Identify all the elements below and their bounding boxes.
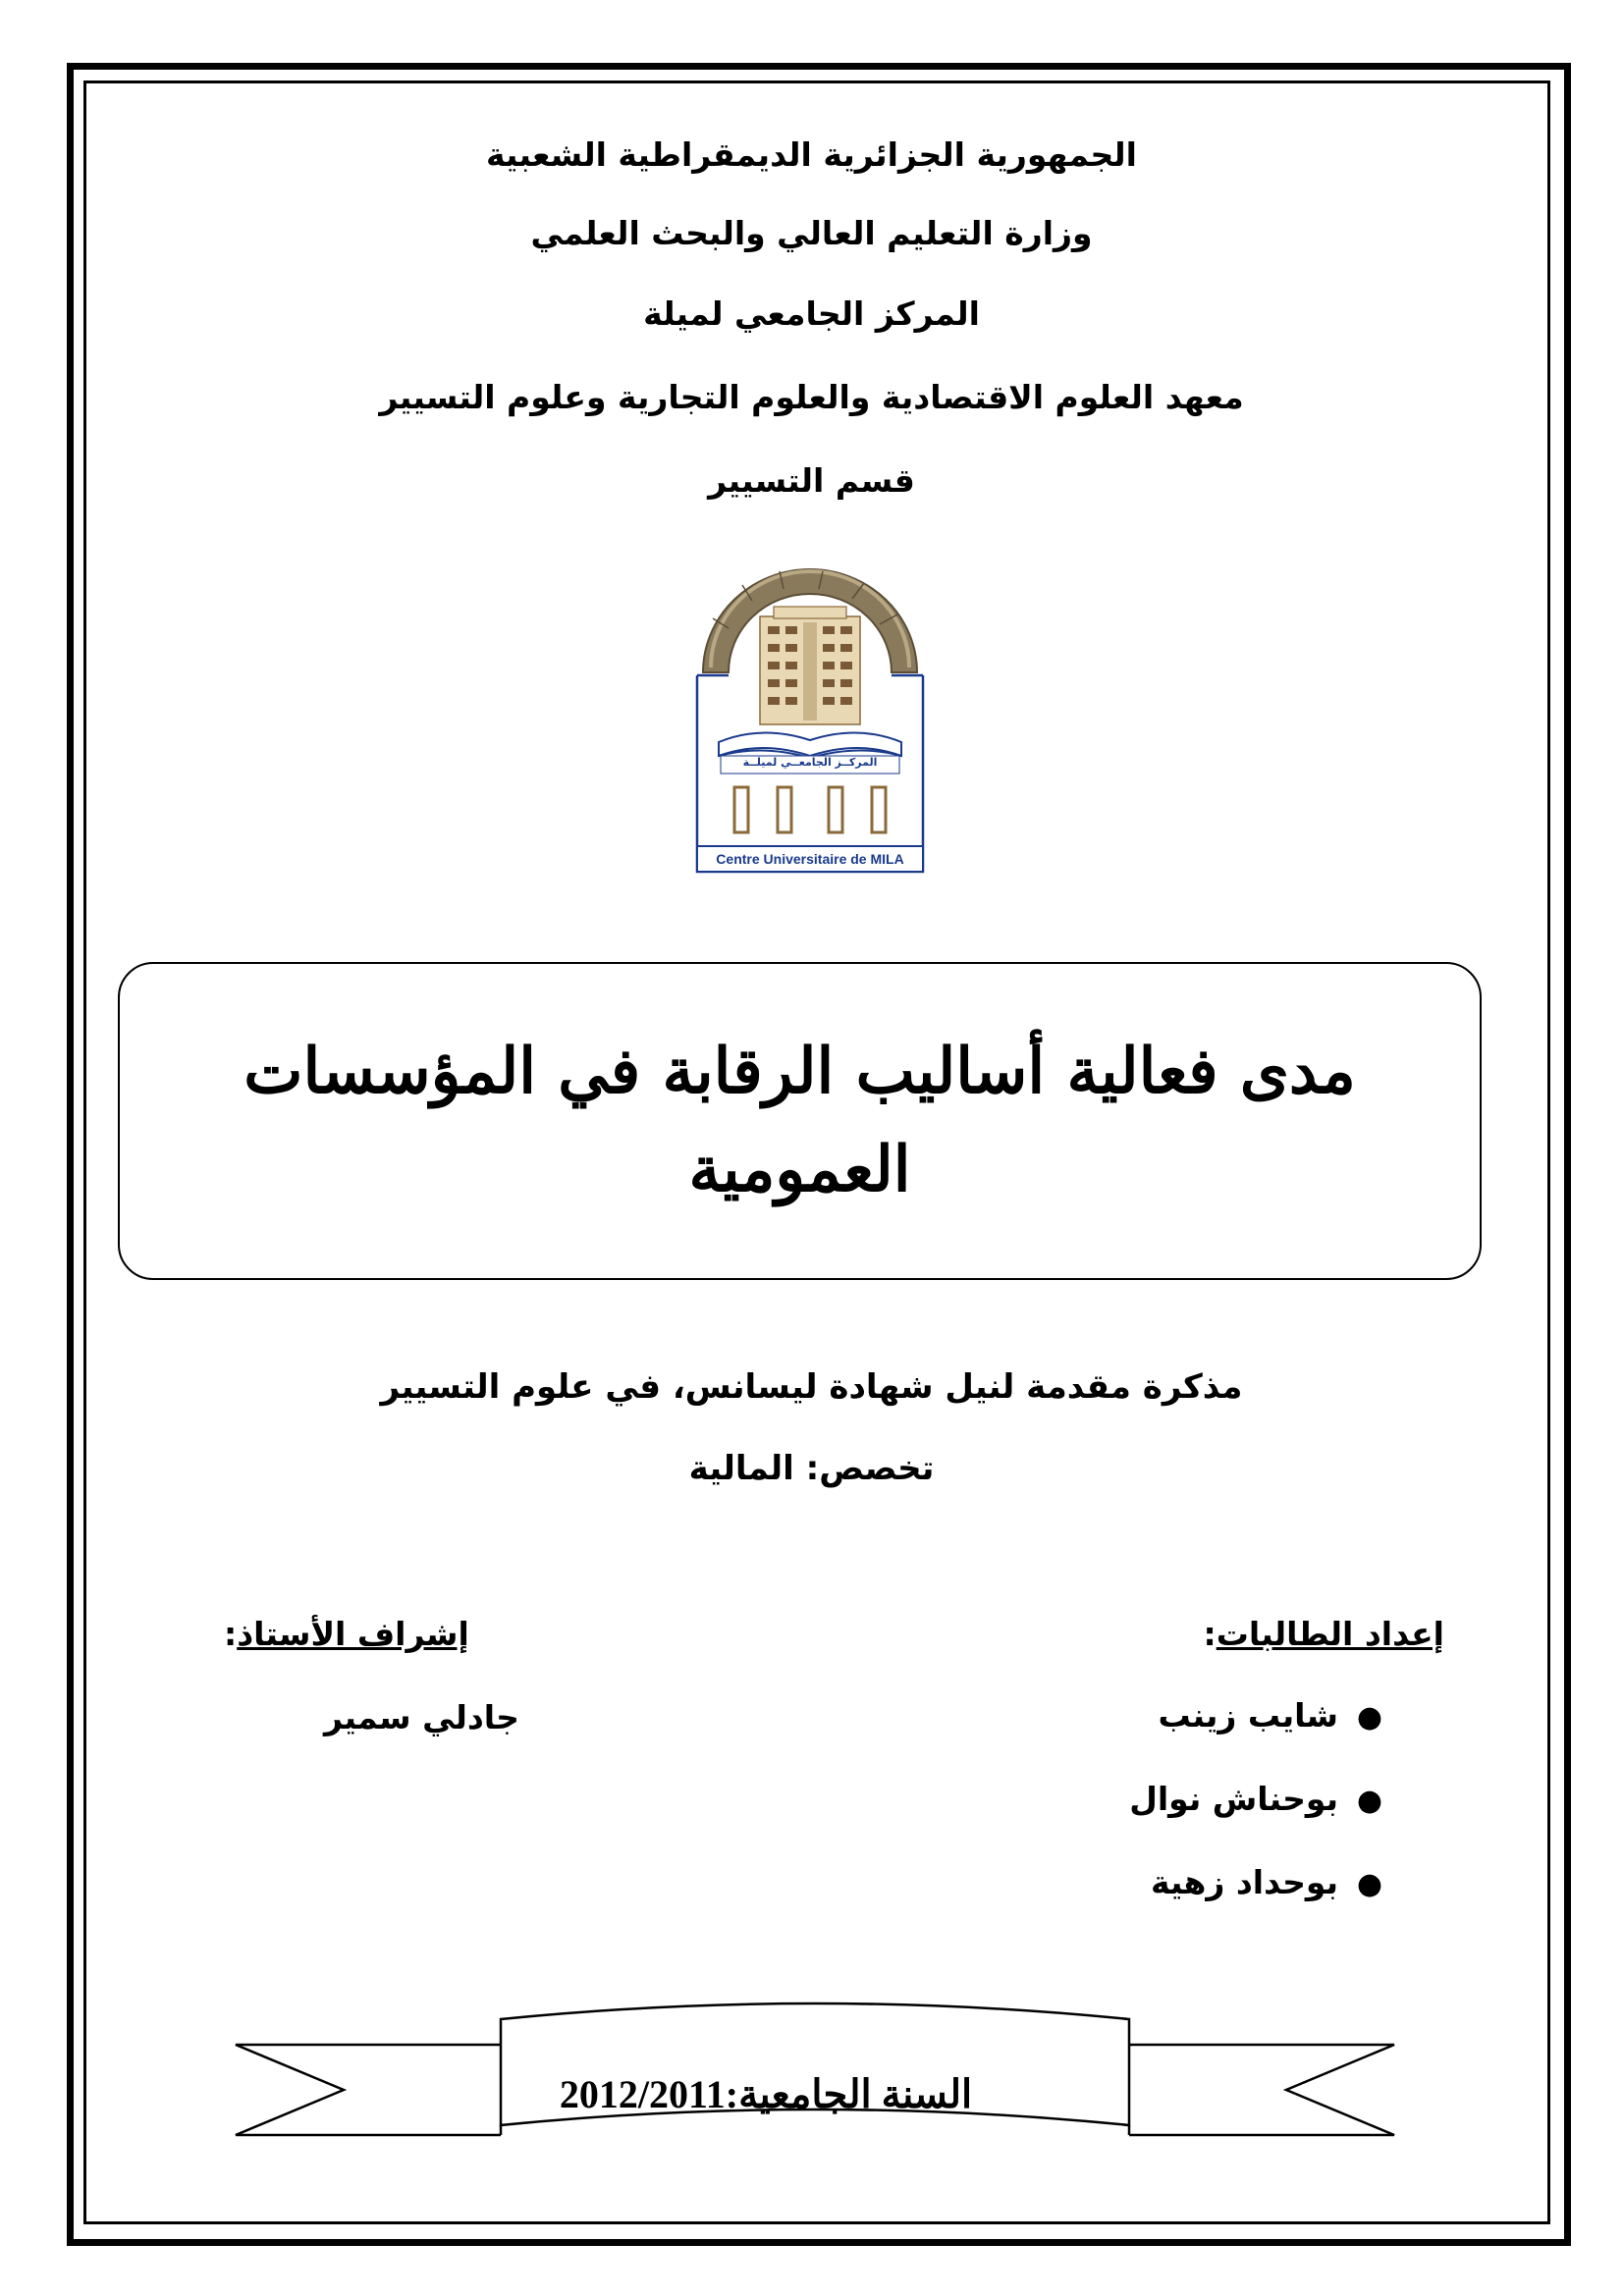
bullet-icon: ● xyxy=(1356,1700,1382,1735)
supervisor-label-colon: : xyxy=(224,1615,238,1653)
students-label-colon: : xyxy=(1203,1615,1217,1653)
logo-arabic-caption: المركــز الجامعــي لميلــة xyxy=(742,756,878,769)
bullet-icon: ● xyxy=(1356,1867,1382,1901)
academic-year-label: السنة الجامعية: xyxy=(725,2072,973,2116)
republic-heading: الجمهورية الجزائرية الديمقراطية الشعبية xyxy=(486,135,1137,174)
specialty: تخصص: المالية xyxy=(688,1449,935,1488)
degree-statement: مذكرة مقدمة لنيل شهادة ليسانس، في علوم التسيير xyxy=(380,1367,1243,1407)
supervisor-name: جادلي سمير xyxy=(324,1698,519,1736)
logo-french-caption: Centre Universitaire de MILA xyxy=(716,851,904,867)
students-label: إعداد الطالبات xyxy=(1216,1615,1444,1653)
thesis-title-line-1: مدى فعالية أساليب الرقابة في المؤسسات xyxy=(243,1035,1356,1108)
student-name: بوحداد زهية xyxy=(1150,1863,1338,1901)
academic-year-ribbon xyxy=(226,1978,1404,2155)
supervisor-label: إشراف الأستاذ xyxy=(237,1615,469,1653)
university-center-heading: المركز الجامعي لميلة xyxy=(643,294,980,333)
supervisor-label-group xyxy=(224,1615,469,1654)
university-logo xyxy=(693,560,927,876)
academic-year-value: 2012/2011 xyxy=(559,2072,726,2116)
department-heading: قسم التسيير xyxy=(708,461,915,500)
institute-heading: معهد العلوم الاقتصادية والعلوم التجارية وعلوم التسيير xyxy=(379,378,1244,416)
student-name: شايب زينب xyxy=(1158,1696,1338,1735)
academic-year xyxy=(491,2071,1041,2118)
students-label-group xyxy=(1203,1615,1444,1654)
bullet-icon: ● xyxy=(1356,1784,1382,1818)
student-name: بوحناش نوال xyxy=(1129,1780,1338,1818)
ministry-heading: وزارة التعليم العالي والبحث العلمي xyxy=(530,214,1093,252)
thesis-title-line-2: العمومية xyxy=(688,1133,911,1206)
thesis-title-box xyxy=(118,962,1482,1280)
